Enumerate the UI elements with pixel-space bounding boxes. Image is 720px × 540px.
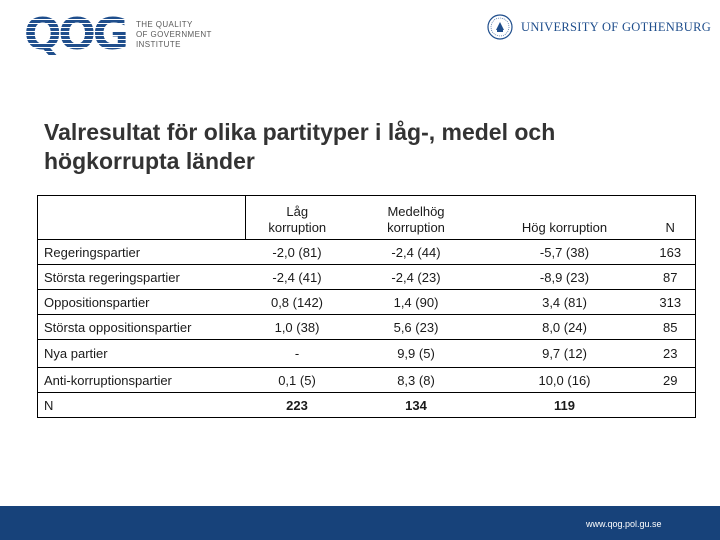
table-corner-cell [38, 196, 246, 240]
table-cell: 23 [646, 340, 696, 368]
row-label: Regeringspartier [38, 240, 246, 265]
table-cell: 3,4 (81) [484, 290, 646, 315]
page-title-line: Valresultat för olika partityper i låg-, medel och [44, 119, 556, 145]
table-cell: 223 [246, 393, 349, 418]
table-cell: 0,1 (5) [246, 368, 349, 393]
qog-logo-text [136, 20, 212, 50]
table-cell: 1,4 (90) [349, 290, 484, 315]
table-cell: 119 [484, 393, 646, 418]
table-cell: 1,0 (38) [246, 315, 349, 340]
column-header-line: Medelhög [387, 204, 445, 219]
table-header-row [38, 196, 696, 240]
column-header-n [646, 196, 696, 240]
footer-bar [0, 506, 720, 540]
column-header-line: Låg [286, 204, 309, 219]
table-row [38, 240, 696, 265]
table-row-total [38, 393, 696, 418]
qog-logo-mark: QOG [24, 9, 126, 60]
table-cell: -2,0 (81) [246, 240, 349, 265]
table-cell: -8,9 (23) [484, 265, 646, 290]
qog-logo [24, 9, 212, 60]
column-header-line: N [665, 220, 675, 235]
table-cell: 85 [646, 315, 696, 340]
table-cell: 9,9 (5) [349, 340, 484, 368]
table-cell: -5,7 (38) [484, 240, 646, 265]
table-cell: 0,8 (142) [246, 290, 349, 315]
table-row [38, 368, 696, 393]
table-row [38, 265, 696, 290]
table-cell: -2,4 (23) [349, 265, 484, 290]
page-title [44, 118, 694, 176]
table-cell [646, 393, 696, 418]
table-row [38, 290, 696, 315]
table-cell: -2,4 (41) [246, 265, 349, 290]
table-row [38, 340, 696, 368]
row-label: N [38, 393, 246, 418]
column-header-line: korruption [387, 220, 445, 235]
table-cell: 5,6 (23) [349, 315, 484, 340]
table-cell: 313 [646, 290, 696, 315]
table-cell: 8,3 (8) [349, 368, 484, 393]
qog-logo-line: INSTITUTE [135, 40, 181, 49]
column-header-low-corruption [246, 196, 349, 240]
row-label: Nya partier [38, 340, 246, 368]
university-seal-icon [487, 14, 513, 40]
table-cell: - [246, 340, 349, 368]
column-header-high-corruption [484, 196, 646, 240]
table-cell: 134 [349, 393, 484, 418]
column-header-line: Hög korruption [521, 220, 608, 235]
university-logo [487, 14, 711, 40]
table-cell: 8,0 (24) [484, 315, 646, 340]
university-name: UNIVERSITY OF GOTHENBURG [521, 19, 712, 34]
row-label: Största oppositionspartier [38, 315, 246, 340]
table-cell: -2,4 (44) [349, 240, 484, 265]
page-title-line: högkorrupta länder [44, 148, 255, 174]
row-label: Anti-korruptionspartier [38, 368, 246, 393]
row-label: Oppositionspartier [38, 290, 246, 315]
column-header-line: korruption [268, 220, 327, 235]
table-cell: 163 [646, 240, 696, 265]
results-table [37, 195, 696, 418]
column-header-medium-corruption [349, 196, 484, 240]
table-cell: 9,7 (12) [484, 340, 646, 368]
qog-logo-line: OF GOVERNMENT [135, 30, 212, 39]
qog-logo-line: THE QUALITY [135, 20, 193, 29]
table-cell: 29 [646, 368, 696, 393]
table-row [38, 315, 696, 340]
footer-url[interactable]: www.qog.pol.gu.se [586, 519, 662, 529]
table-cell: 10,0 (16) [484, 368, 646, 393]
row-label: Största regeringspartier [38, 265, 246, 290]
table-cell: 87 [646, 265, 696, 290]
